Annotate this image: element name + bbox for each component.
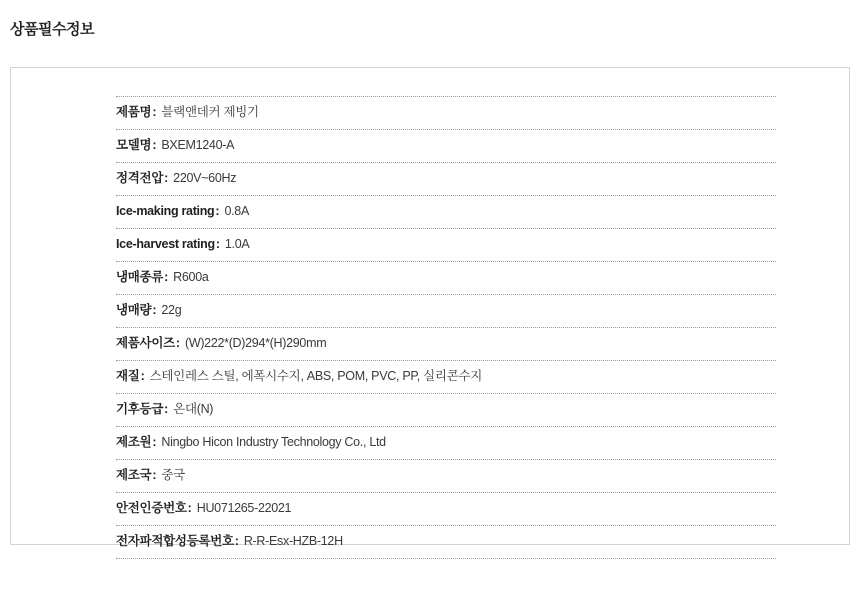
spec-value: (W)222*(D)294*(H)290mm: [184, 336, 327, 350]
spec-separator: :: [215, 204, 220, 218]
spec-value: 220V~60Hz: [173, 171, 237, 185]
spec-label: 제품명: [116, 105, 152, 119]
spec-row: [116, 196, 776, 229]
spec-value: Ningbo Hicon Industry Technology Co., Ltd: [161, 435, 386, 449]
spec-label: 냉매종류: [116, 270, 164, 284]
spec-separator: :: [152, 468, 157, 482]
spec-box: [10, 67, 850, 548]
spec-label: 제조원: [116, 435, 152, 449]
spec-separator: :: [164, 171, 168, 185]
spec-row: [116, 130, 776, 163]
spec-label: 재질: [116, 369, 140, 383]
spec-label: 전자파적합성등록번호: [116, 534, 234, 548]
spec-row: [116, 361, 776, 394]
spec-value: 온대(N): [173, 402, 214, 416]
spec-label: Ice-harvest rating: [116, 237, 215, 251]
spec-separator: :: [152, 105, 157, 119]
spec-value: 22g: [161, 303, 182, 317]
spec-label: Ice-making rating: [116, 204, 215, 218]
spec-row: [116, 394, 776, 427]
spec-list: [116, 96, 776, 559]
spec-label: 냉매량: [116, 303, 152, 317]
spec-separator: :: [152, 303, 157, 317]
spec-row: [116, 96, 776, 130]
spec-label: 안전인증번호: [116, 501, 187, 515]
spec-row: [116, 163, 776, 196]
spec-value: 스테인레스 스틸, 에폭시수지, ABS, POM, PVC, PP, 실리콘수지: [149, 369, 482, 383]
spec-label: 정격전압: [116, 171, 164, 185]
spec-row: [116, 427, 776, 460]
spec-value: 1.0A: [224, 237, 250, 251]
spec-label: 기후등급: [116, 402, 164, 416]
spec-separator: :: [164, 270, 168, 284]
spec-separator: :: [164, 402, 168, 416]
spec-separator: :: [152, 435, 157, 449]
spec-separator: :: [175, 336, 180, 350]
spec-value: HU071265-22021: [196, 501, 292, 515]
spec-value: BXEM1240-A: [161, 138, 235, 152]
spec-separator: :: [140, 369, 145, 383]
spec-separator: :: [187, 501, 192, 515]
spec-label: 모델명: [116, 138, 152, 152]
spec-value: 0.8A: [224, 204, 249, 218]
spec-label: 제품사이즈: [116, 336, 175, 350]
spec-row: [116, 262, 776, 295]
spec-separator: :: [234, 534, 239, 548]
spec-row: [116, 460, 776, 493]
spec-value: 중국: [161, 468, 185, 482]
spec-separator: :: [152, 138, 157, 152]
spec-value: R600a: [173, 270, 209, 284]
spec-value: R-R-Esx-HZB-12H: [243, 534, 343, 548]
spec-value: 블랙앤데커 제빙기: [161, 105, 259, 119]
spec-separator: :: [215, 237, 220, 251]
page-title: 상품필수정보: [10, 21, 94, 38]
spec-row: [116, 526, 776, 559]
spec-row: [116, 493, 776, 526]
spec-row: [116, 229, 776, 262]
spec-row: [116, 295, 776, 328]
spec-label: 제조국: [116, 468, 152, 482]
spec-row: [116, 328, 776, 361]
